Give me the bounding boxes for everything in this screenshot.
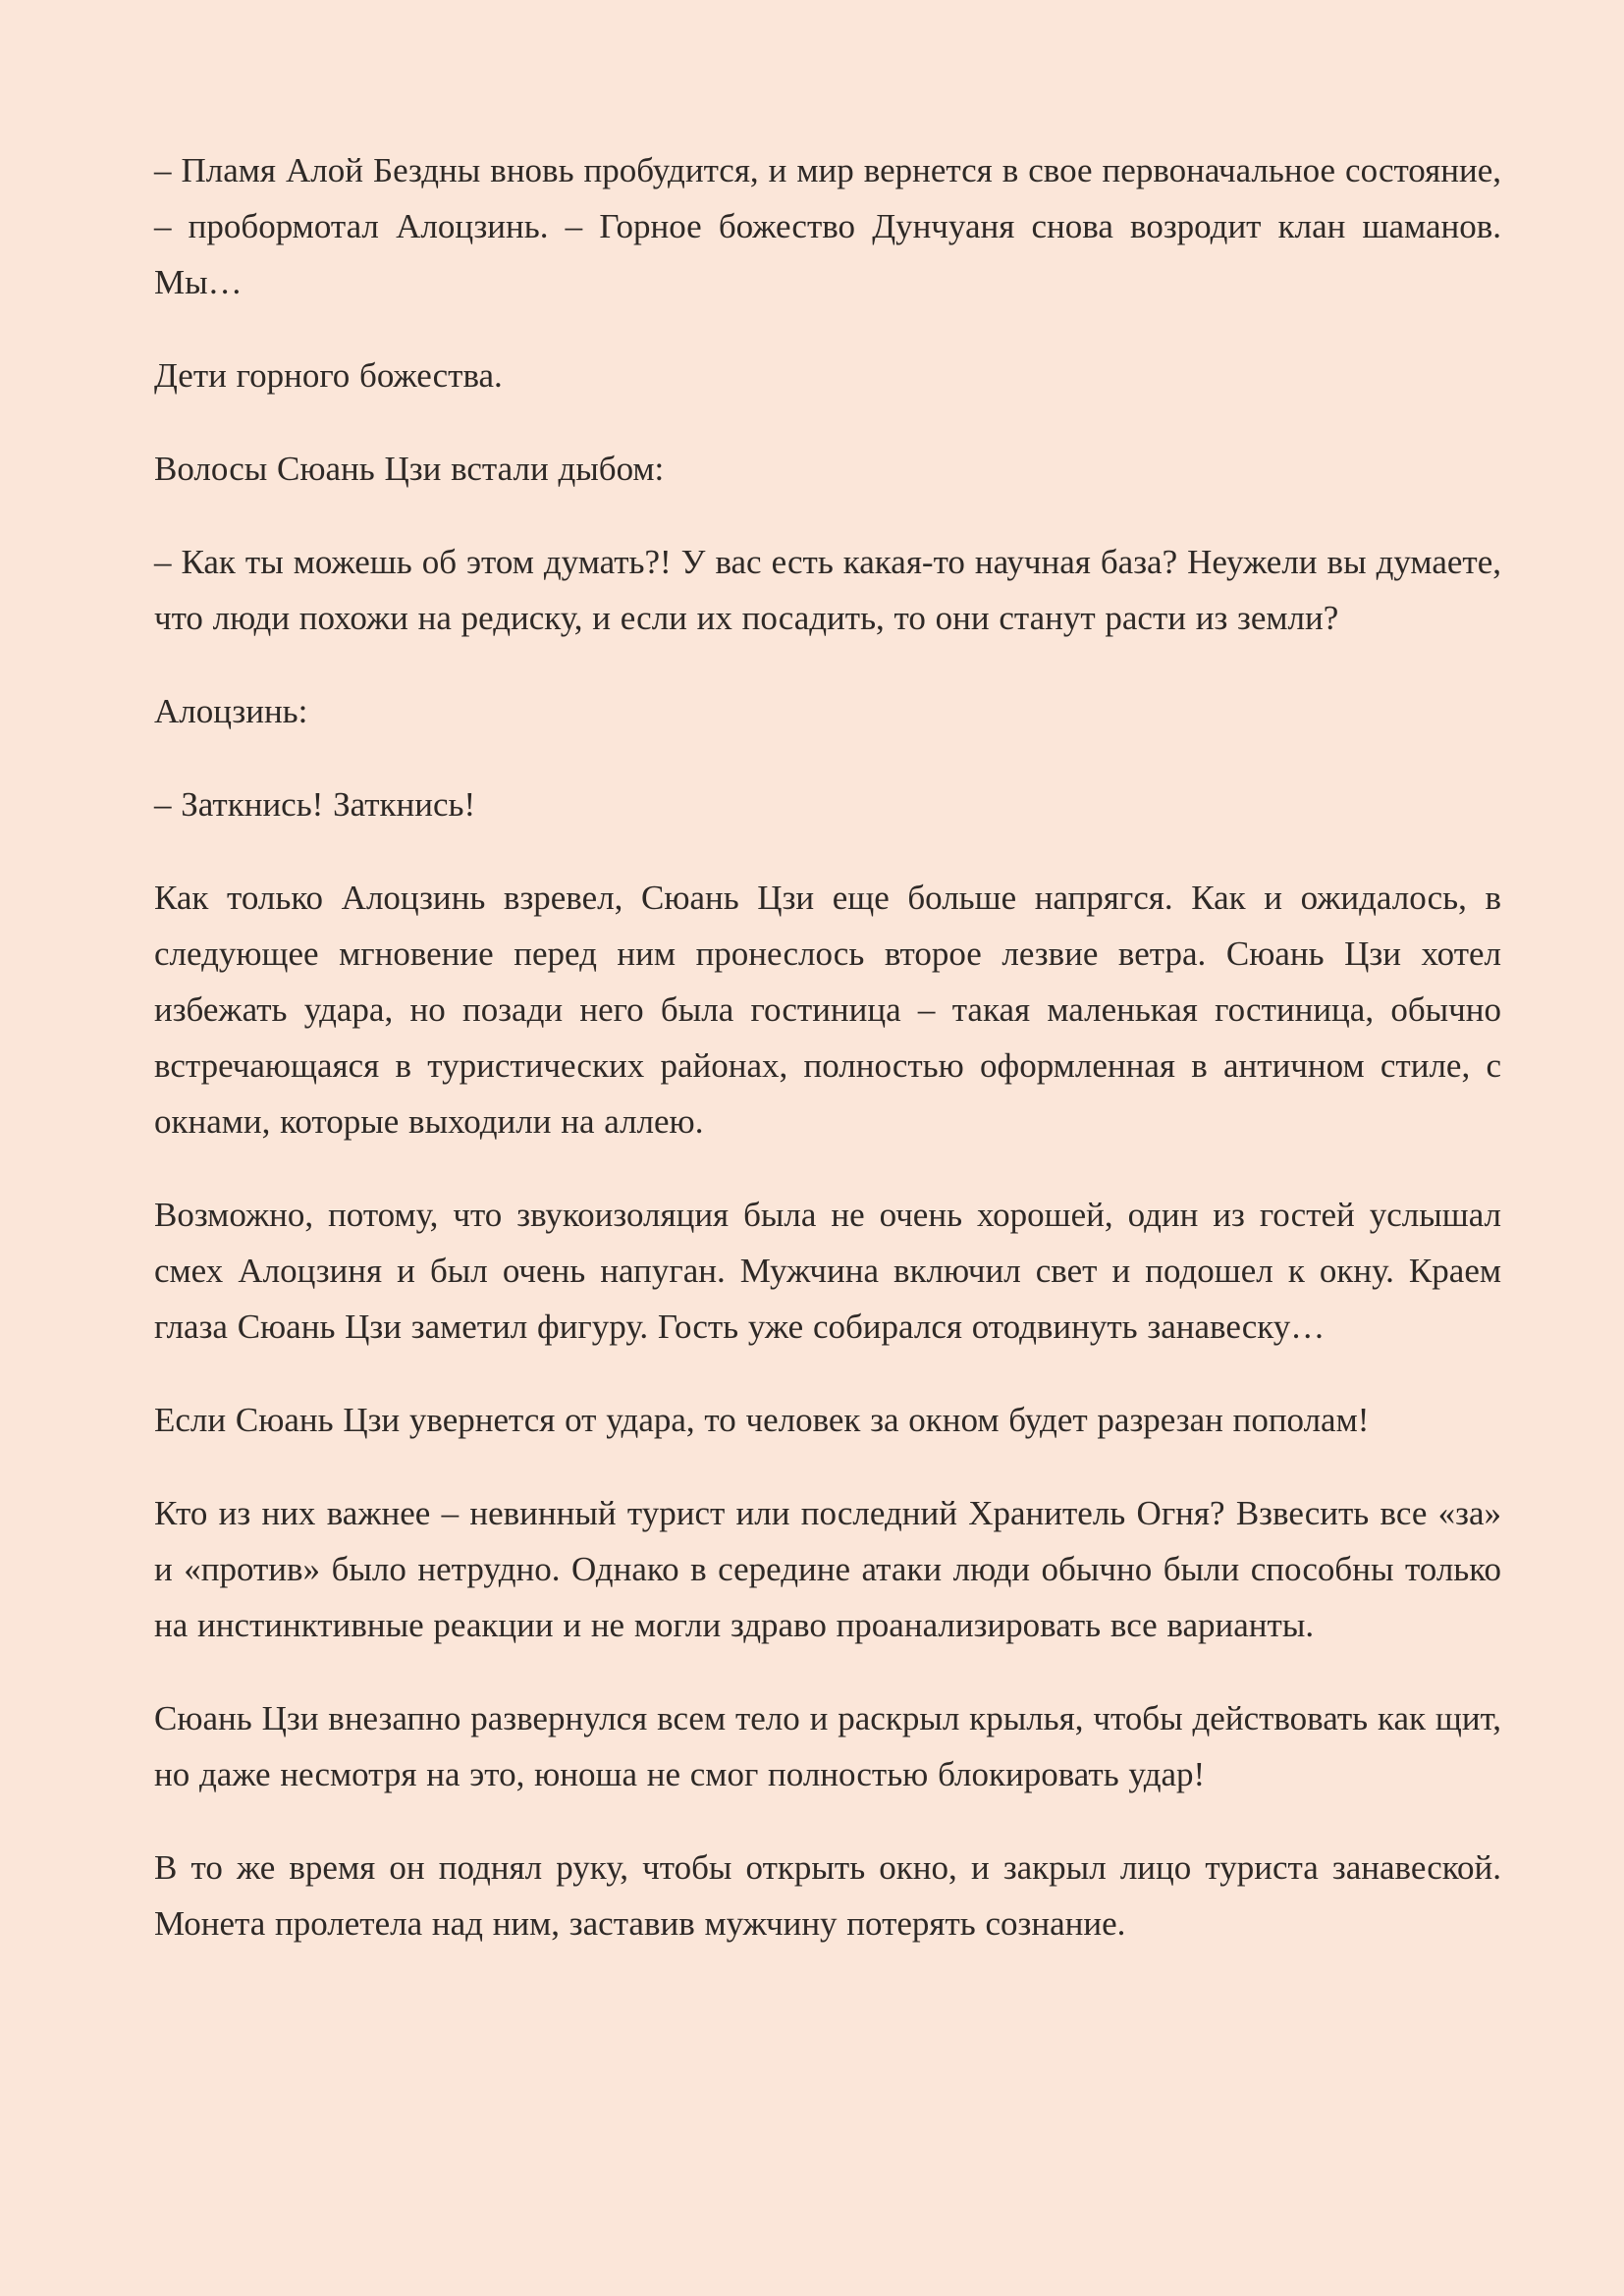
paragraph: В то же время он поднял руку, чтобы открыть окно, и закрыл лицо туриста занавеской. Монета пролетела над ним, заставив мужчину потерять сознание. [154, 1848, 1501, 1943]
paragraph: Возможно, потому, что звукоизоляция была не очень хорошей, один из гостей услышал смех Алоцзиня и был очень напуган. Мужчина включил свет и подошел к окну. Краем глаза Сюань Цзи заметил фигуру. Гость уже собирался отодвинуть занавеску… [154, 1196, 1501, 1346]
paragraph: Если Сюань Цзи увернется от удара, то человек за окном будет разрезан пополам! [154, 1401, 1370, 1439]
paragraph: – Пламя Алой Бездны вновь пробудится, и мир вернется в свое первоначальное состояние, – пробормотал Алоцзинь. – Горное божество Дунчуаня снова возродит клан шаманов. Мы… [154, 151, 1501, 301]
paragraph: – Заткнись! Заткнись! [154, 785, 476, 824]
paragraph: Алоцзинь: [154, 692, 308, 730]
paragraph: Сюань Цзи внезапно развернулся всем тело и раскрыл крылья, чтобы действовать как щит, но даже несмотря на это, юноша не смог полностью блокировать удар! [154, 1699, 1501, 1793]
paragraph: Волосы Сюань Цзи встали дыбом: [154, 450, 665, 488]
paragraph: Дети горного божества. [154, 356, 503, 395]
paragraph: – Как ты можешь об этом думать?! У вас есть какая-то научная база? Неужели вы думаете, что люди похожи на редиску, и если их посадить, то они станут расти из земли? [154, 543, 1501, 637]
paragraph: Кто из них важнее – невинный турист или последний Хранитель Огня? Взвесить все «за» и «против» было нетрудно. Однако в середине атаки люди обычно были способны только на инстинктивные реакции и не могли здраво проанализировать все варианты. [154, 1494, 1501, 1644]
paragraph: Как только Алоцзинь взревел, Сюань Цзи еще больше напрягся. Как и ожидалось, в следующее мгновение перед ним пронеслось второе лезвие ветра. Сюань Цзи хотел избежать удара, но позади него была гостиница – такая маленькая гостиница, обычно встречающаяся в туристических районах, полностью оформленная в античном стиле, с окнами, которые выходили на аллею. [154, 879, 1501, 1141]
text-column [154, 142, 1501, 1951]
